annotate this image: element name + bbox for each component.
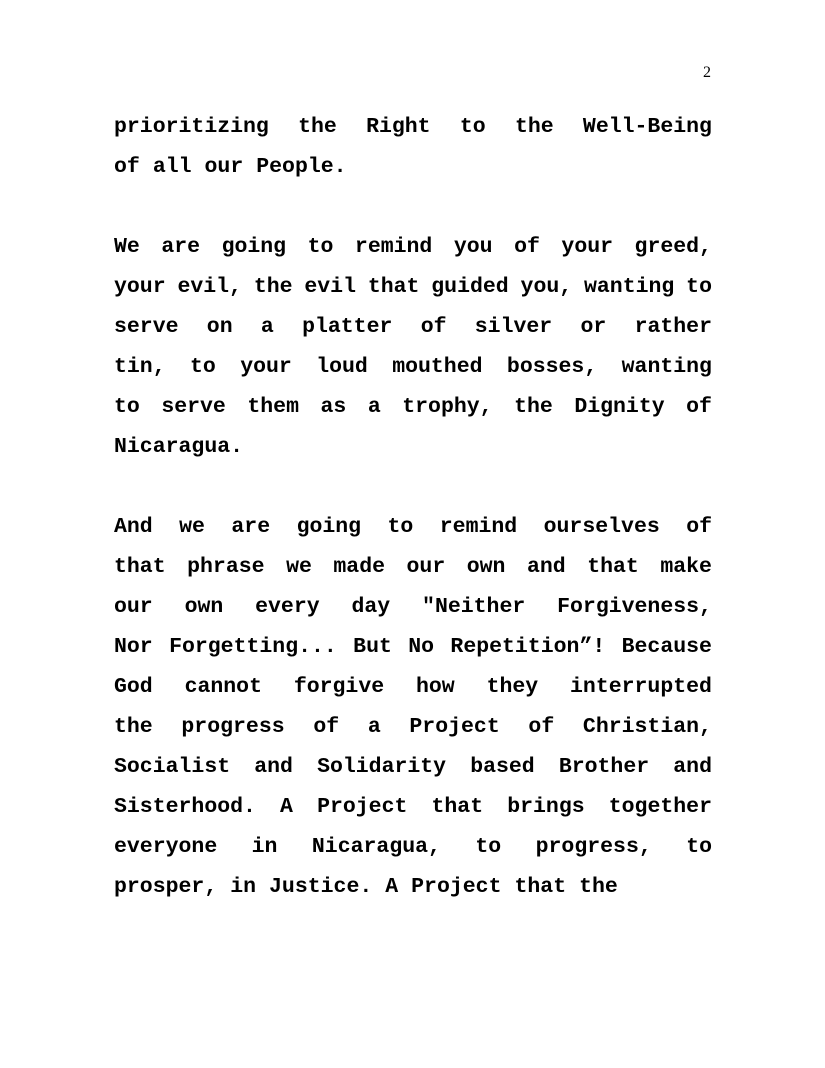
text-line: our own every day "Neither Forgiveness, (114, 595, 712, 619)
text-line: that phrase we made our own and that make (114, 555, 712, 579)
paragraph (114, 507, 712, 907)
text-line: tin, to your loud mouthed bosses, wanting (114, 355, 712, 379)
text-line: Socialist and Solidarity based Brother and (114, 755, 712, 779)
text-line: And we are going to remind ourselves of (114, 515, 712, 539)
text-line: everyone in Nicaragua, to progress, to (114, 835, 712, 859)
text-line: to serve them as a trophy, the Dignity of (114, 395, 712, 419)
text-line: prioritizing the Right to the Well-Being (114, 115, 712, 139)
text-line: God cannot forgive how they interrupted (114, 675, 712, 699)
text-line: We are going to remind you of your greed, (114, 235, 712, 259)
text-line: your evil, the evil that guided you, wanting to (114, 275, 712, 299)
paragraph (114, 227, 712, 467)
text-line: Nor Forgetting... But No Repetition”! Because (114, 635, 712, 659)
paragraph (114, 107, 712, 187)
text-line: prosper, in Justice. A Project that the (114, 875, 618, 899)
body-text (114, 107, 712, 947)
text-line: of all our People. (114, 155, 347, 179)
page-number: 2 (703, 64, 711, 81)
text-line: serve on a platter of silver or rather (114, 315, 712, 339)
text-line: Nicaragua. (114, 435, 244, 459)
text-line: Sisterhood. A Project that brings together (114, 795, 712, 819)
text-line: the progress of a Project of Christian, (114, 715, 712, 739)
